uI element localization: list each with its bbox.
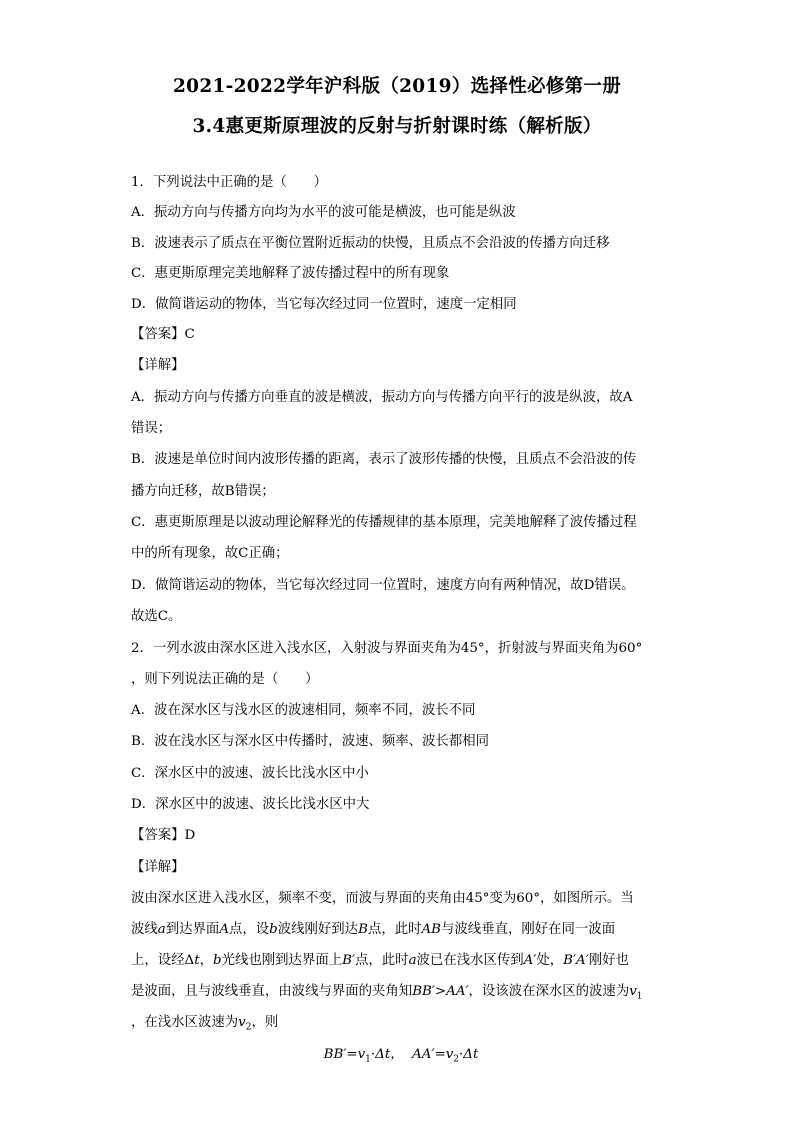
q1-option-c: C．惠更斯原理完美地解释了波传播过程中的所有现象	[131, 266, 450, 281]
q1-option-d: D．做简谐运动的物体，当它每次经过同一位置时，速度一定相同	[131, 297, 517, 312]
q2-answer: 【答案】D	[131, 828, 196, 843]
q1-answer: 【答案】C	[131, 327, 195, 342]
q2-explain-line: 波由深水区进入浅水区，频率不变，而波与界面的夹角由45°变为60°，如图所示。当	[131, 891, 634, 906]
q2-explain-line: 是波面，且与波线垂直，由波线与界面的夹角知BB′>AA′，设该波在深水区的波速为$v_1$	[131, 984, 643, 1002]
question-2-stem-cont: ，则下列说法正确的是（ ）	[131, 672, 319, 687]
q2-explain-line: 波线a到达界面A点，设b波线刚好到达B点，此时AB与波线垂直，刚好在同一波面	[131, 922, 616, 937]
q1-explain-heading: 【详解】	[131, 358, 185, 373]
q2-option-a: A．波在深水区与浅水区的波速相同，频率不同，波长不同	[131, 703, 476, 718]
q1-conclusion: 故选C。	[131, 609, 182, 624]
q2-option-b: B．波在浅水区与深水区中传播时，波速、频率、波长都相同	[131, 734, 489, 749]
q1-explain-line: 播方向迁移，故B错误；	[131, 484, 275, 499]
q1-explain-line: 错误；	[131, 421, 172, 436]
q1-option-b: B．波速表示了质点在平衡位置附近振动的快慢，且质点不会沿波的传播方向迁移	[131, 236, 610, 251]
question-1-stem: 1．下列说法中正确的是（ ）	[131, 175, 327, 190]
q2-explain-line: ，在浅水区波速为$v_2$，则	[131, 1015, 279, 1033]
q1-explain-line: 中的所有现象，故C正确；	[131, 546, 289, 561]
q1-option-a: A．振动方向与传播方向均为水平的波可能是横波，也可能是纵波	[131, 205, 516, 220]
q1-explain-line: B．波速是单位时间内波形传播的距离，表示了波形传播的快慢，且质点不会沿波的传	[131, 452, 637, 467]
q1-explain-line: A．振动方向与传播方向垂直的波是横波，振动方向与传播方向平行的波是纵波，故A	[131, 390, 633, 405]
document-title-line2: 3.4惠更斯原理波的反射与折射课时练（解析版）	[192, 116, 602, 137]
q1-explain-line: D．做简谐运动的物体，当它每次经过同一位置时，速度方向有两种情况，故D错误。	[131, 578, 635, 593]
q1-explain-line: C．惠更斯原理是以波动理论解释光的传播规律的基本原理，完美地解释了波传播过程	[131, 515, 637, 530]
q2-explain-heading: 【详解】	[131, 860, 185, 875]
document-title-line1: 2021-2022学年沪科版（2019）选择性必修第一册	[172, 76, 622, 97]
question-2-stem: 2．一列水波由深水区进入浅水区，入射波与界面夹角为45°，折射波与界面夹角为60°	[131, 641, 643, 656]
q2-explain-line: 上，设经Δt，b光线也刚到达界面上B′点，此时a波已在浅水区传到A′处，B′A′刚好也	[131, 953, 629, 968]
q2-option-d: D．深水区中的波速、波长比浅水区中大	[131, 797, 370, 812]
q2-option-c: C．深水区中的波速、波长比浅水区中小	[131, 766, 369, 781]
equation: $BB'=v_1\cdot\Delta t$， $AA'=v_2\cdot\Delta t$	[323, 1047, 479, 1065]
